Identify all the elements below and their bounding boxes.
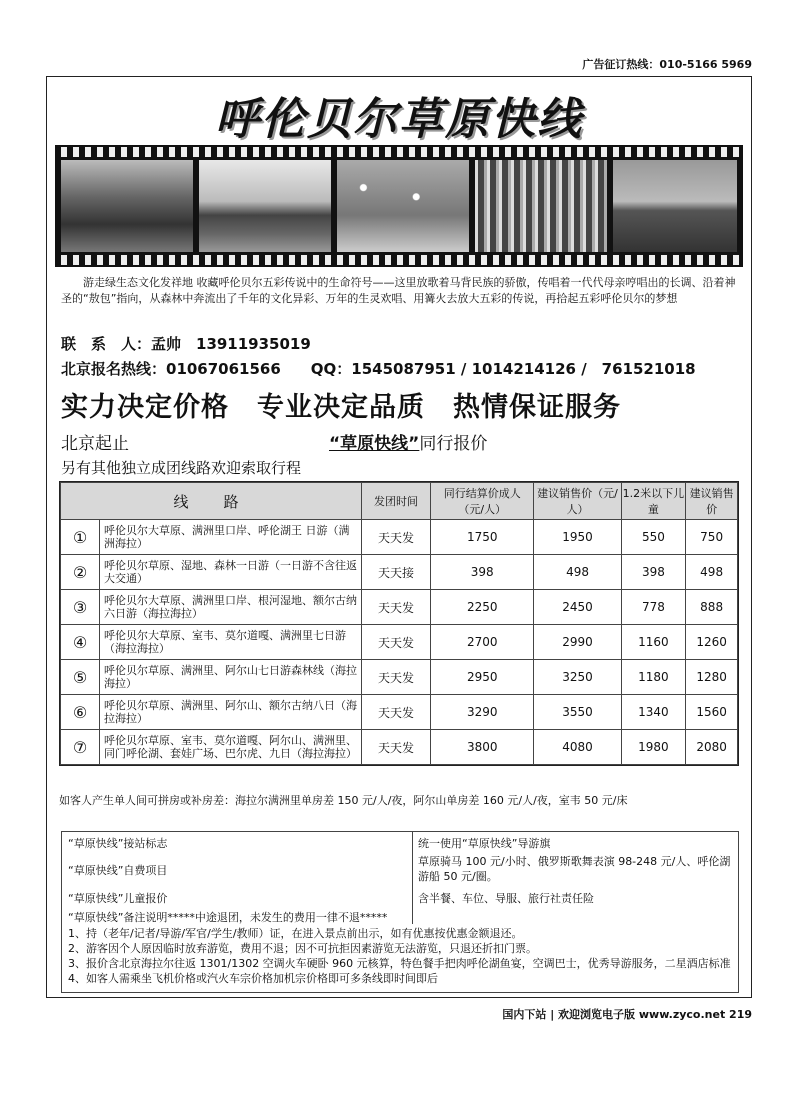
route-departure: 天天发 bbox=[362, 695, 431, 730]
route-departure: 天天发 bbox=[362, 520, 431, 555]
note-item: 1、持（老年/记者/导游/军官/学生/教师）证，在进入景点前出示，如有优惠按优惠金额退还。 bbox=[68, 927, 523, 940]
route-departure: 天天接 bbox=[362, 555, 431, 590]
route-departure: 天天发 bbox=[362, 625, 431, 660]
origin-label: 北京起止 bbox=[61, 434, 129, 454]
route-peer-price: 2700 bbox=[431, 625, 534, 660]
ad-hotline: 广告征订热线：010-5166 5969 bbox=[582, 58, 752, 71]
route-child-suggested: 750 bbox=[686, 520, 738, 555]
header-route: 线 路 bbox=[61, 483, 362, 520]
header-child-suggested: 建议销售价 bbox=[686, 483, 738, 520]
photo-birds-flowers bbox=[337, 160, 469, 252]
route-peer-price: 1750 bbox=[431, 520, 534, 555]
table-row bbox=[61, 730, 738, 765]
single-room-note: 如客人产生单人间可拼房或补房差：海拉尔满洲里单房差 150 元/人/夜，阿尔山单房差 160 元/人/夜，室韦 50 元/床 bbox=[59, 794, 628, 807]
route-peer-price: 2250 bbox=[431, 590, 534, 625]
photo-mountain-lake bbox=[199, 160, 331, 252]
contact-person: 联 系 人：孟帅 13911935019 bbox=[61, 335, 311, 353]
route-child-suggested: 1260 bbox=[686, 625, 738, 660]
route-suggested-price: 2450 bbox=[534, 590, 621, 625]
child-price-text: 含半餐、车位、导服、旅行社责任险 bbox=[418, 892, 594, 905]
self-pay-label: “草原快线”自费项目 bbox=[68, 864, 168, 877]
route-number: ④ bbox=[61, 625, 100, 660]
film-holes-top bbox=[55, 147, 743, 157]
route-number: ② bbox=[61, 555, 100, 590]
route-child-suggested: 1560 bbox=[686, 695, 738, 730]
route-suggested-price: 2990 bbox=[534, 625, 621, 660]
route-child-price: 1180 bbox=[621, 660, 686, 695]
page-title: 呼伦贝尔草原快线 bbox=[215, 94, 583, 145]
table-row bbox=[61, 660, 738, 695]
route-peer-price: 3290 bbox=[431, 695, 534, 730]
table-row bbox=[61, 695, 738, 730]
route-child-suggested: 2080 bbox=[686, 730, 738, 765]
contact-hotline: 北京报名热线：01067061566 QQ：1545087951 / 1014214126 / 761521018 bbox=[61, 360, 696, 378]
table-row bbox=[61, 555, 738, 590]
route-suggested-price: 3550 bbox=[534, 695, 621, 730]
route-name: 呼伦贝尔草原、满洲里、阿尔山、额尔古纳八日（海拉海拉） bbox=[100, 695, 362, 730]
route-number: ③ bbox=[61, 590, 100, 625]
route-child-suggested: 498 bbox=[686, 555, 738, 590]
product-name: “草原快线” bbox=[329, 434, 420, 454]
table-header-row bbox=[61, 483, 738, 520]
slogan: 实力决定价格 专业决定品质 热情保证服务 bbox=[61, 392, 621, 423]
route-number: ⑦ bbox=[61, 730, 100, 765]
photo-birch-forest bbox=[475, 160, 607, 252]
note-item: 4、如客人需乘坐飞机价格或汽火车宗价格加机宗价格即可多条线即时间即后 bbox=[68, 972, 438, 985]
route-name: 呼伦贝尔大草原、满洲里口岸、呼伦湖王 日游（满洲海拉） bbox=[100, 520, 362, 555]
note-item: 2、游客因个人原因临时放弃游览，费用不退；因不可抗拒因素游览无法游览，只退还折扣门票。 bbox=[68, 942, 537, 955]
route-child-suggested: 1280 bbox=[686, 660, 738, 695]
self-pay-items: 草原骑马 100 元/小时、俄罗斯歌舞表演 98-248 元/人、呼伦湖游船 50 元/圈。 bbox=[418, 855, 731, 883]
route-departure: 天天发 bbox=[362, 660, 431, 695]
price-table bbox=[59, 481, 739, 766]
route-name: 呼伦贝尔草原、满洲里、阿尔山七日游森林线（海拉海拉） bbox=[100, 660, 362, 695]
route-name: 呼伦贝尔草原、湿地、森林一日游（一日游不含往返大交通） bbox=[100, 555, 362, 590]
more-routes: 另有其他独立成团线路欢迎索取行程 bbox=[61, 459, 302, 477]
route-name: 呼伦贝尔草原、室韦、莫尔道嘎、阿尔山、满洲里、同门呼伦湖、套娃广场、巴尔虎、九日（海拉海拉） bbox=[100, 730, 362, 765]
photo-birch-lake bbox=[61, 160, 193, 252]
guide-flag-text: 统一使用“草原快线”导游旗 bbox=[418, 837, 551, 850]
route-suggested-price: 1950 bbox=[534, 520, 621, 555]
price-label: 同行报价 bbox=[419, 434, 488, 454]
header-child-price: 1.2米以下儿童 bbox=[621, 483, 686, 520]
route-number: ⑤ bbox=[61, 660, 100, 695]
remark-line: “草原快线”备注说明*****中途退团，未发生的费用一律不退***** bbox=[68, 911, 388, 924]
table-row bbox=[61, 625, 738, 660]
route-suggested-price: 4080 bbox=[534, 730, 621, 765]
header-peer-price: 同行结算价成人（元/人） bbox=[431, 483, 534, 520]
product-title bbox=[329, 429, 487, 454]
route-child-suggested: 888 bbox=[686, 590, 738, 625]
route-number: ① bbox=[61, 520, 100, 555]
note-item: 3、报价含北京海拉尔往返 1301/1302 空调火车硬卧 960 元核算，特色餐手把肉呼伦湖鱼宴，空调巴士，优秀导游服务，二星酒店标准 bbox=[68, 957, 731, 970]
route-child-price: 778 bbox=[621, 590, 686, 625]
table-row bbox=[61, 590, 738, 625]
page-footer: 国内下站 | 欢迎浏览电子版 www.zyco.net 219 bbox=[502, 1008, 752, 1021]
extra-info-box bbox=[61, 831, 739, 993]
route-number: ⑥ bbox=[61, 695, 100, 730]
route-departure: 天天发 bbox=[362, 590, 431, 625]
route-peer-price: 398 bbox=[431, 555, 534, 590]
intro-text: 游走绿生态文化发祥地 收藏呼伦贝尔五彩传说中的生命符号——这里放歌着马背民族的骄傲，传唱着一代代母亲哼唱出的长调、沿着神圣的“敖包”指向，从森林中奔流出了千年的文化异彩、万年的生灵欢唱、用篝火去放大五彩的传说，再拾起五彩呼伦贝尔的梦想 bbox=[61, 276, 736, 305]
route-name: 呼伦贝尔大草原、满洲里口岸、根河湿地、额尔古纳六日游（海拉海拉） bbox=[100, 590, 362, 625]
header-suggested-price: 建议销售价（元/人） bbox=[534, 483, 621, 520]
route-peer-price: 3800 bbox=[431, 730, 534, 765]
film-holes-bottom bbox=[55, 255, 743, 265]
route-departure: 天天发 bbox=[362, 730, 431, 765]
route-suggested-price: 3250 bbox=[534, 660, 621, 695]
photo-grassland-cattle bbox=[613, 160, 737, 252]
route-peer-price: 2950 bbox=[431, 660, 534, 695]
route-name: 呼伦贝尔大草原、室韦、莫尔道嘎、满洲里七日游（海拉海拉） bbox=[100, 625, 362, 660]
ad-frame bbox=[46, 76, 752, 998]
header-departure: 发团时间 bbox=[362, 483, 431, 520]
origin-line bbox=[61, 429, 741, 454]
route-child-price: 398 bbox=[621, 555, 686, 590]
child-price-label: “草原快线”儿童报价 bbox=[68, 892, 168, 905]
route-child-price: 550 bbox=[621, 520, 686, 555]
notes-list bbox=[68, 926, 732, 986]
route-child-price: 1160 bbox=[621, 625, 686, 660]
table-row bbox=[61, 520, 738, 555]
route-child-price: 1340 bbox=[621, 695, 686, 730]
route-child-price: 1980 bbox=[621, 730, 686, 765]
photo-film-strip bbox=[55, 145, 743, 267]
pickup-sign-label: “草原快线”接站标志 bbox=[68, 837, 168, 850]
route-suggested-price: 498 bbox=[534, 555, 621, 590]
